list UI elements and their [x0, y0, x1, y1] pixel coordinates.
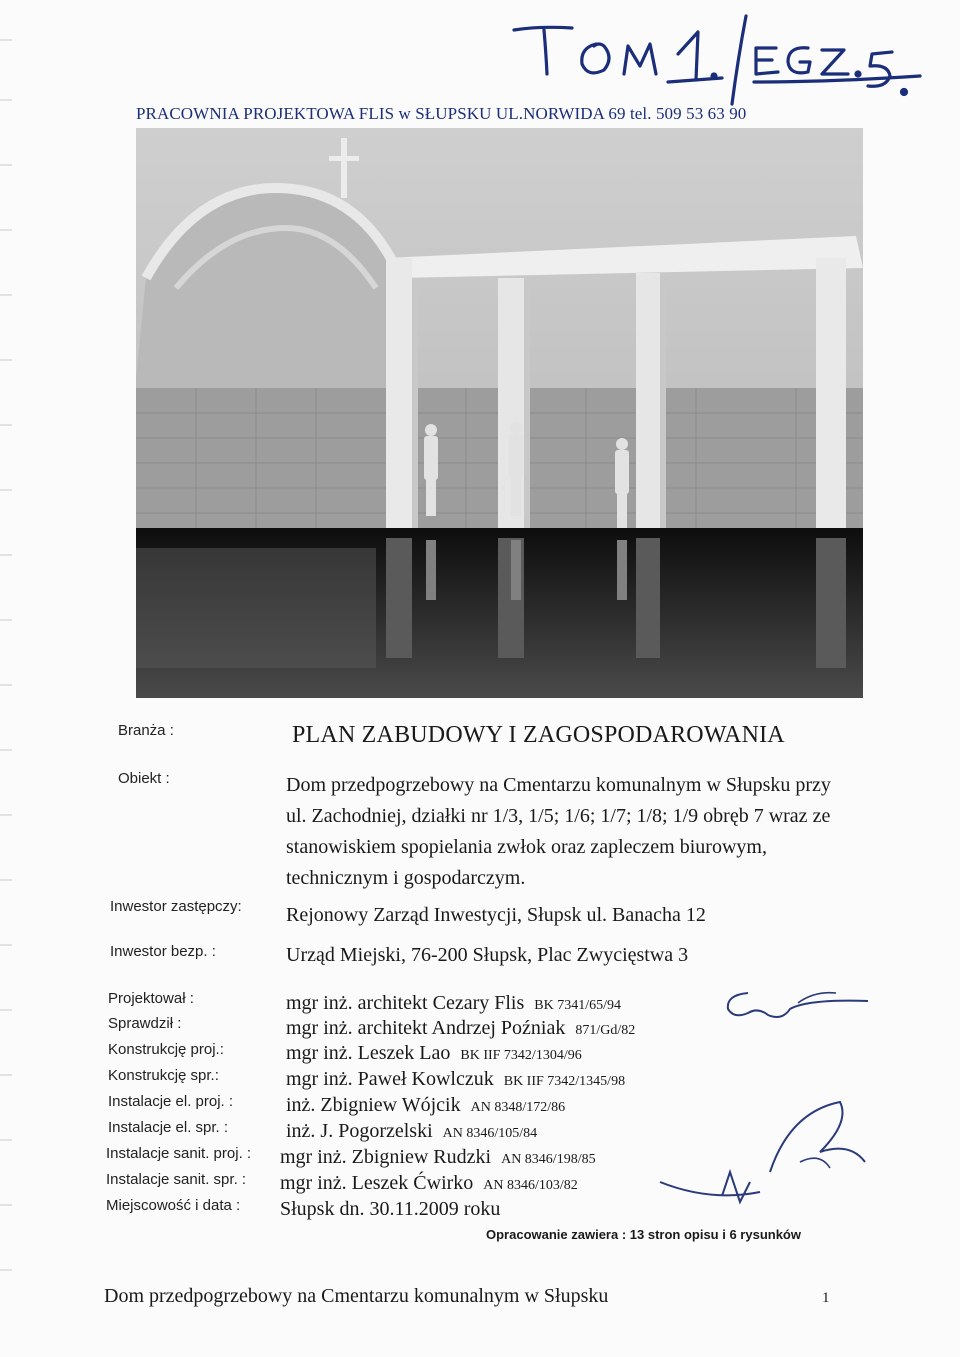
team-value: mgr inż. Leszek Lao BK IIF 7342/1304/96	[286, 1042, 582, 1064]
page-number: 1	[822, 1290, 830, 1306]
team-value: inż. Zbigniew Wójcik AN 8348/172/86	[286, 1094, 566, 1116]
firm-header: PRACOWNIA PROJEKTOWA FLIS w SŁUPSKU UL.NORWIDA 69 tel. 509 53 63 90	[136, 104, 747, 123]
contents-summary: Opracowanie zawiera : 13 stron opisu i 6 rysunków	[486, 1227, 801, 1242]
team-label: Konstrukcję spr.:	[108, 1067, 219, 1084]
model-photo	[136, 128, 863, 698]
team-label: Miejscowość i data :	[106, 1197, 241, 1214]
team-value: mgr inż. Zbigniew Rudzki AN 8346/198/85	[280, 1146, 596, 1168]
obiekt-label: Obiekt :	[118, 770, 170, 787]
inwestor-zastepczy-value: Rejonowy Zarząd Inwestycji, Słupsk ul. Banacha 12	[286, 904, 706, 926]
obiekt-value: Dom przedpogrzebowy na Cmentarzu komunalnym w Słupsku przy ul. Zachodniej, działki nr 1/3, 1/5; 1/6; 1/7; 1/8; 1/9 obręb 7 wraz ze stanowiskiem spopielania zwłok oraz zapleczem biurowym, technicznym i gospodarczym.	[286, 774, 831, 889]
team-value: mgr inż. Leszek Ćwirko AN 8346/103/82	[280, 1172, 578, 1194]
team-label: Instalacje el. proj. :	[108, 1093, 234, 1110]
team-value: mgr inż. Paweł Kowlczuk BK IIF 7342/1345/98	[286, 1068, 626, 1090]
branza-value: PLAN ZABUDOWY I ZAGOSPODAROWANIA	[292, 722, 785, 748]
team-value: mgr inż. architekt Cezary Flis BK 7341/65/94	[286, 992, 621, 1014]
team-label: Instalacje sanit. proj. :	[106, 1145, 252, 1162]
team-label: Konstrukcję proj.:	[108, 1041, 224, 1058]
signature-initials	[650, 1092, 870, 1222]
signature-flis	[718, 985, 878, 1030]
team-value: inż. J. Pogorzelski AN 8346/105/84	[286, 1120, 538, 1142]
team-value: mgr inż. architekt Andrzej Poźniak 871/Gd/82	[286, 1017, 636, 1039]
inwestor-zastepczy-label: Inwestor zastępczy:	[110, 898, 242, 915]
team-value: Słupsk dn. 30.11.2009 roku	[280, 1198, 501, 1220]
scan-margin-marks	[0, 0, 40, 1357]
branza-label: Branża :	[118, 722, 174, 739]
handwritten-volume-mark	[500, 8, 950, 118]
inwestor-bezp-label: Inwestor bezp. :	[110, 943, 216, 960]
team-label: Sprawdził :	[108, 1015, 182, 1032]
team-label: Instalacje el. spr. :	[108, 1119, 229, 1136]
page-footer: Dom przedpogrzebowy na Cmentarzu komunalnym w Słupsku	[104, 1285, 609, 1307]
team-label: Projektował :	[108, 990, 194, 1007]
team-label: Instalacje sanit. spr. :	[106, 1171, 247, 1188]
model-photo-drawing	[136, 128, 863, 698]
inwestor-bezp-value: Urząd Miejski, 76-200 Słupsk, Plac Zwycięstwa 3	[286, 944, 689, 966]
